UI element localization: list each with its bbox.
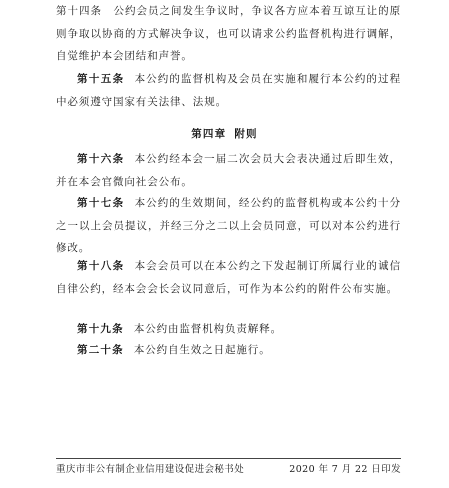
article-14-text: 第十四条 公约会员之间发生争议时，争议各方应本着互谅互让的原则争取以协商的方式解决争议，也可以请求公约监督机构进行调解，自觉维护本会团结和声誉。 bbox=[56, 5, 401, 62]
footer-organization: 重庆市非公有制企业信用建设促进会秘书处 bbox=[56, 464, 245, 475]
article-19-paragraph bbox=[56, 318, 401, 341]
article-17-text: 本公约的生效期间，经公约的监督机构或本公约十分之一以上会员提议，并经三分之二以上会员同意，可以对本公约进行修改。 bbox=[56, 197, 401, 254]
article-19-text: 本公约由监督机构负责解释。 bbox=[133, 323, 283, 335]
article-19-label: 第十九条 bbox=[77, 323, 124, 335]
article-15-text: 本公约的监督机构及会员在实施和履行本公约的过程中必须遵守国家有关法律、法规。 bbox=[56, 73, 401, 108]
article-15-label: 第十五条 bbox=[77, 73, 125, 85]
article-14-paragraph bbox=[56, 0, 401, 68]
article-20-paragraph bbox=[56, 339, 401, 362]
article-20-text: 本公约自生效之日起施行。 bbox=[133, 344, 271, 356]
article-18-label: 第十八条 bbox=[77, 260, 125, 272]
chapter-number: 第四章 bbox=[191, 128, 227, 140]
article-16-paragraph bbox=[56, 148, 401, 193]
article-15-paragraph bbox=[56, 68, 401, 113]
chapter-title: 附则 bbox=[234, 128, 258, 140]
article-16-label: 第十六条 bbox=[77, 153, 125, 165]
article-17-label: 第十七条 bbox=[77, 197, 125, 209]
footer bbox=[56, 463, 401, 477]
footer-divider bbox=[56, 458, 401, 459]
chapter-heading bbox=[0, 126, 449, 142]
footer-date: 2020 年 7 月 22 日印发 bbox=[289, 464, 401, 475]
article-17-paragraph bbox=[56, 192, 401, 260]
article-18-paragraph bbox=[56, 255, 401, 300]
article-18-text: 本会会员可以在本公约之下发起制订所属行业的诚信自律公约，经本会会长会议同意后，可作为本公约的附件公布实施。 bbox=[56, 260, 401, 295]
article-20-label: 第二十条 bbox=[77, 344, 124, 356]
article-16-text: 本公约经本会一届二次会员大会表决通过后即生效，并在本会官微向社会公布。 bbox=[56, 153, 401, 188]
